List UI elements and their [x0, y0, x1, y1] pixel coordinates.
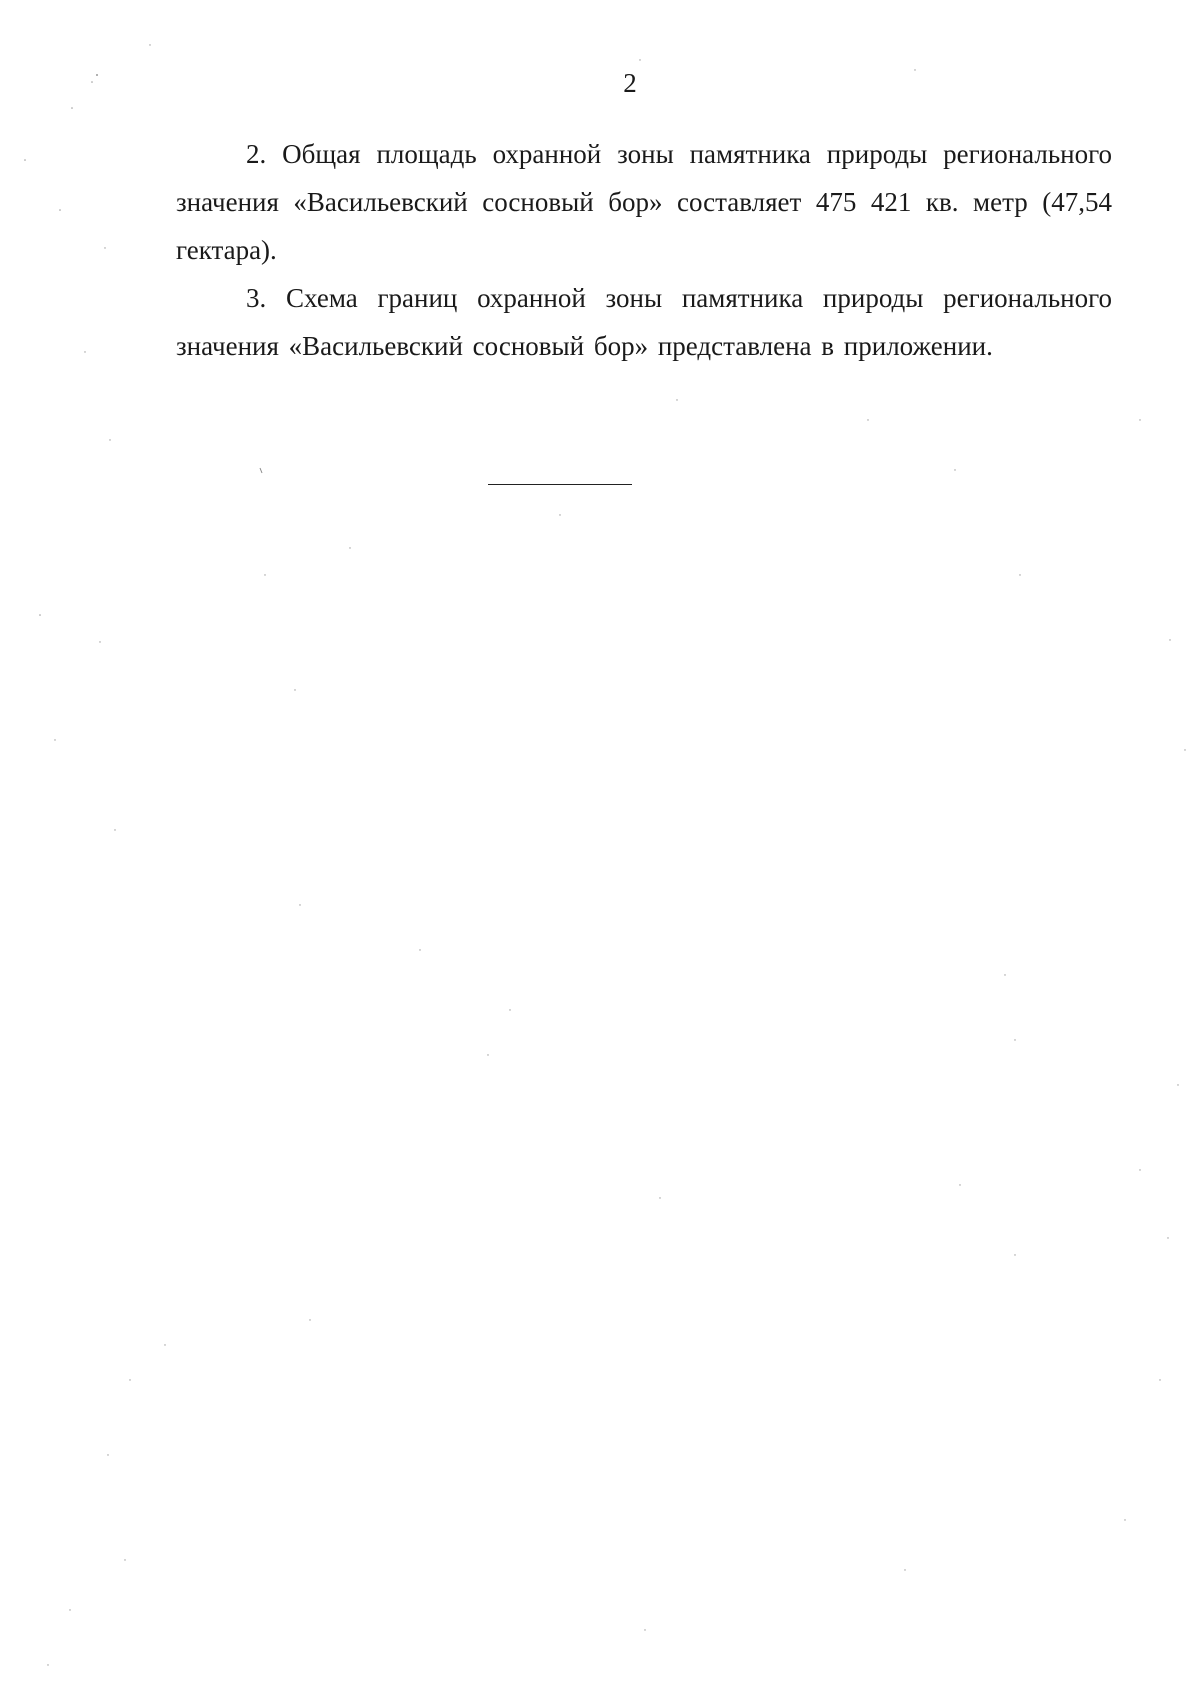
page-number: 2 [623, 68, 637, 98]
paragraph-total-area: 2. Общая площадь охранной зоны памятника природы регионального значения «Васильевский сосновый бор» составляет 475 421 кв. метр (47,54 гектара). [176, 139, 1112, 265]
document-body [176, 130, 1112, 370]
end-of-text-rule [488, 484, 632, 485]
paragraph-boundary-scheme: 3. Схема границ охранной зоны памятника природы регионального значения «Васильевский сосновый бор» представлена в приложении. [176, 283, 1112, 361]
